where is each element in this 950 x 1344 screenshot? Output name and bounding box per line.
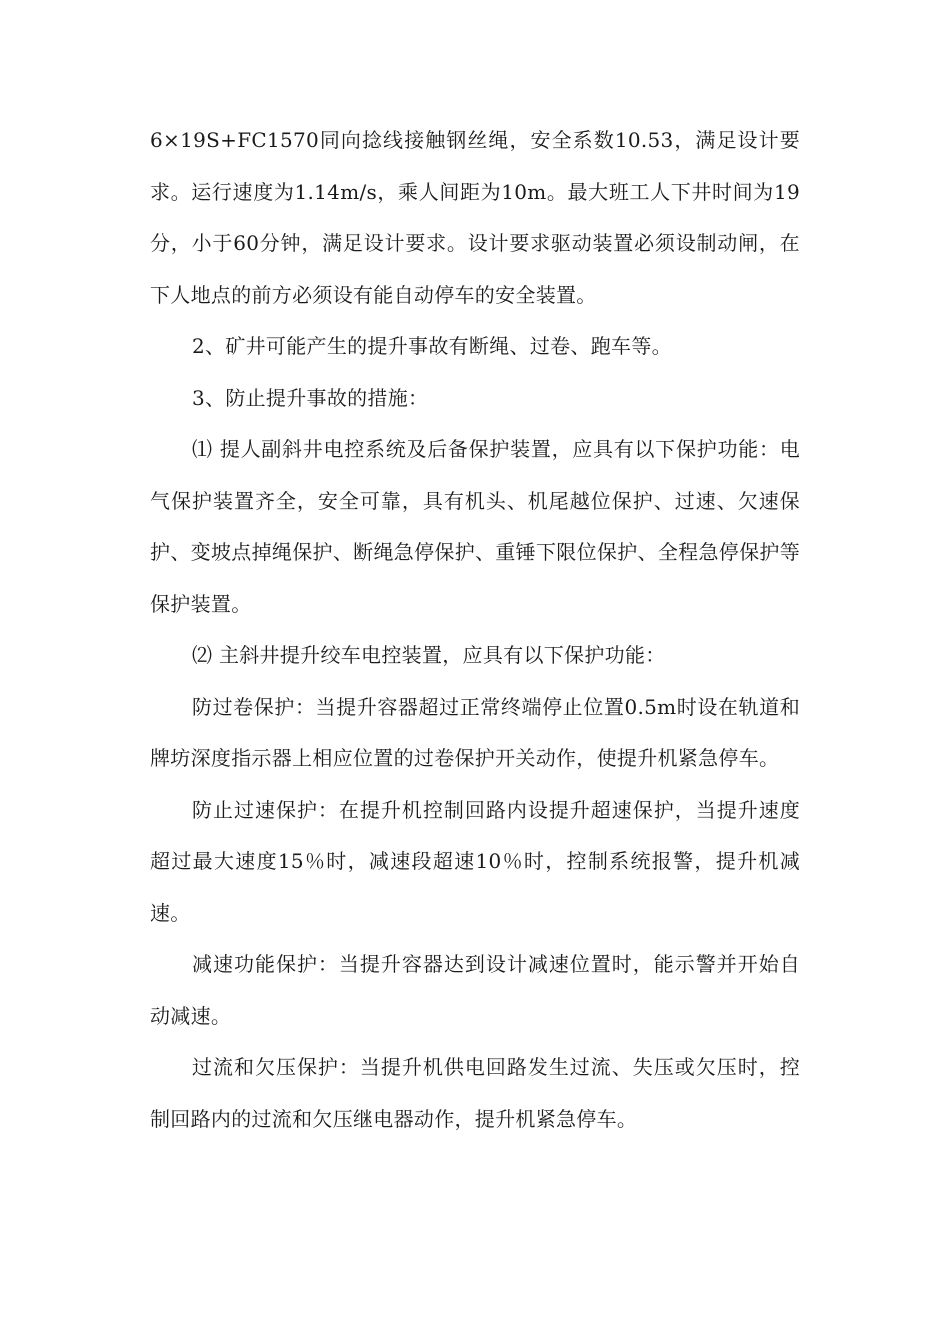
paragraph-rope-spec: 6×19S+FC1570同向捻线接触钢丝绳，安全系数10.53，满足设计要求。运行速度为1.14m/s，乘人间距为10m。最大班工人下井时间为19分，小于60分钟，满足设计要求。设计要求驱动装置必须设制动闸，在下人地点的前方必须设有能自动停车的安全装置。 — [150, 128, 800, 307]
paragraph-accident-types: 2、矿井可能产生的提升事故有断绳、过卷、跑车等。 — [192, 334, 672, 358]
paragraph-auxiliary-shaft-protection: ⑴ 提人副斜井电控系统及后备保护装置，应具有以下保护功能：电气保护装置齐全，安全可靠，具有机头、机尾越位保护、过速、欠速保护、变坡点掉绳保护、断绳急停保护、重锤下限位保护、全程急停保护等保护装置。 — [150, 437, 800, 616]
paragraph-overwind-protection: 防过卷保护：当提升容器超过正常终端停止位置0.5m时设在轨道和牌坊深度指示器上相应位置的过卷保护开关动作，使提升机紧急停车。 — [150, 694, 800, 770]
paragraph-prevention-heading: 3、防止提升事故的措施： — [192, 385, 429, 410]
document-page — [150, 115, 800, 1145]
paragraph-overcurrent-undervoltage-protection: 过流和欠压保护：当提升机供电回路发生过流、失压或欠压时，控制回路内的过流和欠压继电器动作，提升机紧急停车。 — [150, 1055, 800, 1131]
paragraph-main-shaft-heading: ⑵ 主斜井提升绞车电控装置，应具有以下保护功能： — [192, 643, 666, 667]
paragraph-overspeed-protection: 防止过速保护：在提升机控制回路内设提升超速保护，当提升速度超过最大速度15％时，减速段超速10％时，控制系统报警，提升机减速。 — [150, 797, 800, 925]
paragraph-deceleration-protection: 减速功能保护：当提升容器达到设计减速位置时，能示警并开始自动减速。 — [150, 952, 800, 1028]
